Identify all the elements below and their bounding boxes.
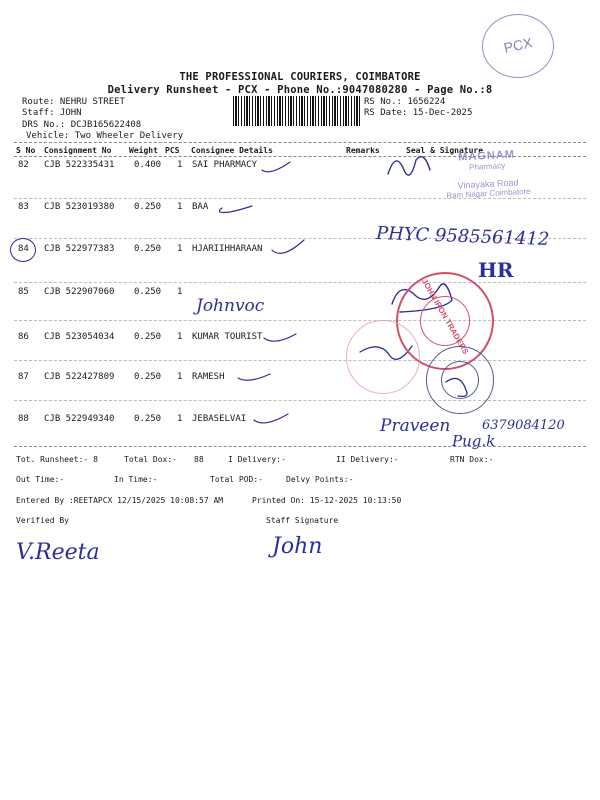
row-82-consignment: CJB 522335431 [44,160,115,170]
verified-by-label: Verified By [16,516,69,525]
ii-delivery: II Delivery:- [336,455,399,464]
total-pod: Total POD:- [210,475,263,484]
pharmacy-stamp-line-3: Vinayaka Road [457,177,519,191]
row-85-sno: 85 [18,287,29,297]
row-83-consignment: CJB 523019380 [44,202,115,212]
rs-number: RS No.: 1656224 [364,97,446,107]
col-consignee: Consignee Details [191,146,273,155]
tick-row-86 [264,334,296,341]
vehicle-label: Vehicle: Two Wheeler Delivery [26,131,184,141]
row-87-round-stamp [426,346,494,414]
row-84-sign-handwriting: HR [478,258,514,282]
total-dox-label: Total Dox:- [124,455,177,464]
row-84-phone-handwriting: PHYC 9585561412 [375,222,550,251]
total-dox-value: 88 [194,455,204,464]
tick-row-84 [272,240,304,253]
row-83-weight: 0.250 [134,202,162,212]
route-label: Route: NEHRU STREET [22,97,125,107]
row-88-name-handwriting: Praveen [380,416,451,436]
row-82-sno: 82 [18,160,29,170]
col-consignment: Consignment No [44,146,112,155]
col-sno: S No [16,146,36,155]
printed-on: Printed On: 15-12-2025 10:13:50 [252,496,402,505]
pharmacy-stamp-line-2: Pharmacy [468,161,506,172]
runsheet-title: Delivery Runsheet - PCX - Phone No.:9047080280 - Page No.:8 [107,84,493,96]
pcx-corner-stamp [482,14,554,78]
row-88-pcs: 1 [177,414,183,424]
row-86-sno: 86 [18,332,29,342]
row-87-consignee: RAMESH [192,372,225,382]
row-84-consignee: HJARIIHHARAAN [192,244,263,254]
row-85-pcs: 1 [177,287,183,297]
row-82-weight: 0.400 [134,160,162,170]
barcode [233,96,361,126]
staff-signature: John [272,534,323,559]
row-88-weight: 0.250 [134,414,162,424]
rtn-dox: RTN Dox:- [450,455,494,464]
row-85-weight: 0.250 [134,287,162,297]
col-remarks: Remarks [346,146,380,155]
row-87-pcs: 1 [177,372,183,382]
tick-row-87 [238,374,270,380]
tourist-stamp [346,320,420,394]
row-82-consignee: SAI PHARMACY [192,160,258,170]
in-time: In Time:- [114,475,158,484]
row-83-sno: 83 [18,202,29,212]
drs-number: DRS No.: DCJB165622408 [22,120,142,130]
delvy-points: Delvy Points:- [286,475,354,484]
row-83-pcs: 1 [177,202,183,212]
row-84-pcs: 1 [177,244,183,254]
row-86-consignment: CJB 523054034 [44,332,115,342]
col-pcs: PCS [165,146,180,155]
row-88-consignee: JEBASELVAI [192,414,247,424]
row-82-pcs: 1 [177,160,183,170]
row-86-weight: 0.250 [134,332,162,342]
tick-row-83 [219,206,252,213]
row-83-consignee: BAA [192,202,209,212]
staff-signature-label: Staff Signature [266,516,339,525]
row-84-consignment: CJB 522977383 [44,244,115,254]
entered-by: Entered By :REETAPCX 12/15/2025 10:08:57 AM [16,496,224,505]
row-85-name-handwriting: Johnvoc [196,296,265,316]
row-88-sno: 88 [18,414,29,424]
row-88-consignment: CJB 522949340 [44,414,115,424]
col-weight: Weight [129,146,158,155]
row-87-consignment: CJB 522427809 [44,372,115,382]
row-84-circle-mark [10,238,36,262]
pharmacy-stamp-line-4: Ram Nagar Coimbatore [446,186,531,201]
tick-row-88 [254,414,288,423]
iron-traders-stamp-text: JOHN IRON TRADERS [419,277,471,356]
row-87-sno: 87 [18,372,29,382]
row-88-phone-handwriting: 6379084120 [482,418,565,433]
row-85-consignment: CJB 522907060 [44,287,115,297]
pcx-stamp-label: PCX [502,34,534,56]
company-title: THE PROFESSIONAL COURIERS, COIMBATORE [179,71,421,83]
row-87-weight: 0.250 [134,372,162,382]
tot-runsheet: Tot. Runsheet:- 8 [16,455,98,464]
rs-date: RS Date: 15-Dec-2025 [364,108,473,118]
row-84-sno: 84 [18,244,29,254]
staff-label: Staff: JOHN [22,108,82,118]
tick-row-82 [262,162,290,172]
verified-by-signature: V.Reeta [16,540,100,565]
row-84-weight: 0.250 [134,244,162,254]
row-88-sign-handwriting: Pug.k [452,432,496,450]
col-seal-signature: Seal & Signature [406,146,484,155]
pharmacy-stamp-line-1: MAGNAM [457,148,516,164]
out-time: Out Time:- [16,475,65,484]
pharmacy-stamp [406,146,569,220]
i-delivery: I Delivery:- [228,455,286,464]
row-86-pcs: 1 [177,332,183,342]
row-86-consignee: KUMAR TOURIST [192,332,263,342]
